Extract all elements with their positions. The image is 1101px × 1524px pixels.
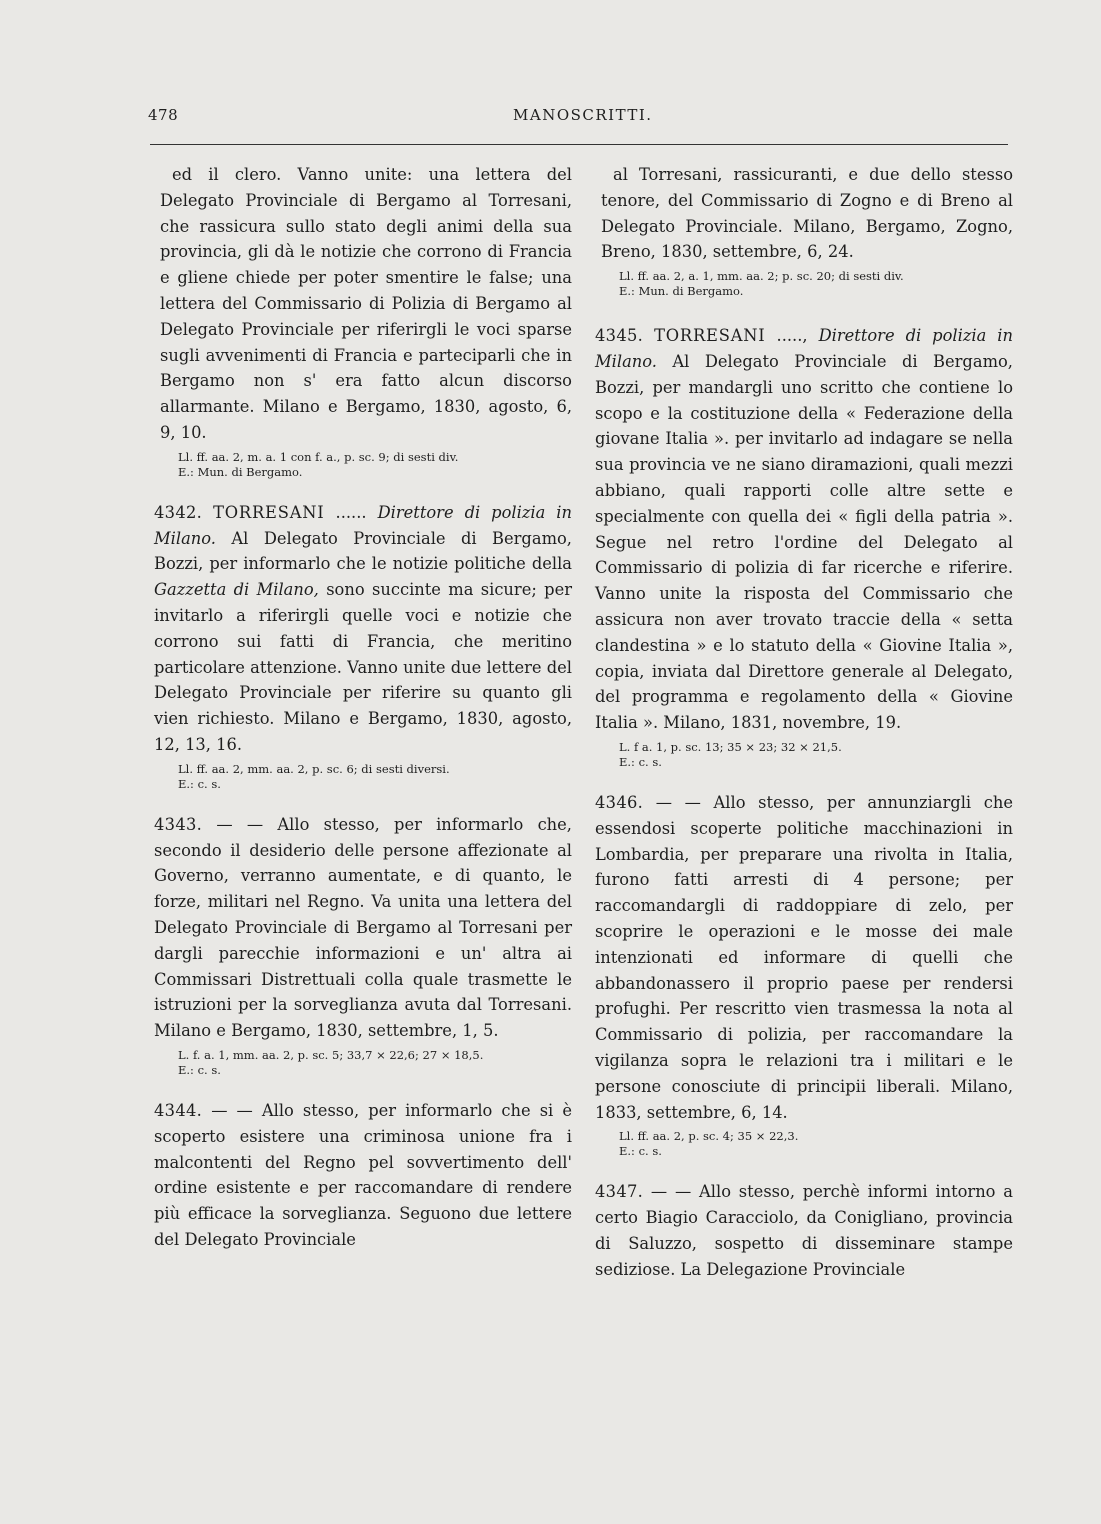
entry-text: Allo stesso, per informarlo che, secondo il desiderio delle persone affezionate al Governo, verranno aumentate, e di quanto, le forze, militari nel Regno. Va unita una lettera del Delegato Provinciale di Bergamo al Torresani per dargli parecchie informazioni e un' altra ai Commissari Distrettuali colla quale trasmette le istruzioni per la sorveglianza avuta dal Torresani. Milano e Bergamo, 1830, settembre, 1, 5. xyxy=(154,814,572,1041)
continued-entry xyxy=(601,162,1013,299)
left-column xyxy=(154,162,572,1253)
physical-description: Ll. ff. aa. 2, a. 1, mm. aa. 2; p. sc. 20; di sesti div. xyxy=(619,269,904,284)
entry-dash: — — xyxy=(216,814,264,834)
entry-author: TORRESANI xyxy=(213,502,325,522)
entry-number: 4343. xyxy=(154,814,203,834)
right-column xyxy=(595,162,1013,1282)
entry-author-title: Direttore di polizia in Milano. xyxy=(154,502,572,548)
entry-text: al Torresani, rassicuranti, e due dello stesso tenore, del Commissario di Zogno e di Breno al Delegato Provinciale. Milano, Bergamo, Zogno, Breno, 1830, settembre, 6, 24. xyxy=(601,165,1013,262)
page-number: 478 xyxy=(148,106,179,124)
provenance-note: E.: c. s. xyxy=(178,776,221,791)
entry-text: Allo stesso, perchè informi intorno a certo Biagio Caracciolo, da Conigliano, provincia di Saluzzo, sospetto di disseminare stampe sediziose. La Delegazione Provinciale xyxy=(595,1182,1013,1279)
entry-number: 4344. xyxy=(154,1100,203,1120)
provenance-note: E.: Mun. di Bergamo. xyxy=(619,284,744,299)
continued-entry xyxy=(160,162,572,480)
entry-text: ed il clero. Vanno unite: una lettera del Delegato Provinciale di Bergamo al Torresani, che rassicura sullo stato degli animi della sua provincia, gli dà le notizie che corrono di Francia e gliene chiede per poter smentire le false; una lettera del Commissario di Polizia di Bergamo al Delegato Provinciale per riferirgli le voci sparse sugli avvenimenti di Francia e parteciparli che in Bergamo non s' era fatto alcun discorso allarmante. Milano e Bergamo, 1830, agosto, 6, 9, 10. xyxy=(160,165,572,442)
entry-number: 4347. xyxy=(595,1182,644,1202)
header-rule xyxy=(150,144,1008,145)
entry-author: TORRESANI xyxy=(654,326,766,346)
physical-description: L. f. a. 1, mm. aa. 2, p. sc. 5; 33,7 × 22,6; 27 × 18,5. xyxy=(178,1047,484,1062)
provenance-note: E.: c. s. xyxy=(178,1062,221,1077)
entry-dash: — — xyxy=(650,1182,692,1202)
entry-dots: ...... xyxy=(335,502,367,522)
provenance-note: E.: c. s. xyxy=(619,754,662,769)
entry-number: 4345. xyxy=(595,326,644,346)
entry-4342 xyxy=(154,500,572,792)
physical-description: Ll. ff. aa. 2, p. sc. 4; 35 × 22,3. xyxy=(619,1129,799,1144)
entry-dots: ....., xyxy=(776,326,808,346)
physical-description: Ll. ff. aa. 2, m. a. 1 con f. a., p. sc. 9; di sesti div. xyxy=(178,449,459,464)
physical-description: L. f a. 1, p. sc. 13; 35 × 23; 32 × 21,5. xyxy=(619,739,842,754)
page-header xyxy=(148,106,1008,134)
entry-text: Al Delegato Provinciale di Bergamo, Bozzi, per informarlo che le notizie politiche della xyxy=(154,528,572,574)
entry-dash: — — xyxy=(655,792,701,812)
entry-author-title: Direttore di polizia in Milano. xyxy=(595,326,1013,371)
provenance-note: E.: Mun. di Bergamo. xyxy=(178,464,303,479)
physical-description: Ll. ff. aa. 2, mm. aa. 2, p. sc. 6; di sesti diversi. xyxy=(178,761,450,776)
entry-4344 xyxy=(154,1098,572,1253)
provenance-note: E.: c. s. xyxy=(619,1144,662,1159)
entry-number: 4342. xyxy=(154,502,203,522)
entry-4345 xyxy=(595,323,1013,770)
entry-4347 xyxy=(595,1179,1013,1282)
entry-text: Allo stesso, per annunziargli che essendosi scoperte politiche macchinazioni in Lombardia, per preparare una rivolta in Italia, furono fatti arresti di 4 persone; per raccomandargli di raddoppiare di zelo, per scoprire le operazioni e le mosse dei male intenzionati ed informare di quelli che abbandonassero il proprio paese per rendersi profughi. Per rescritto vien trasmessa la nota al Commissario di polizia, per raccomandare la vigilanza sopra le relazioni tra i militari e le persone conosciute di principii liberali. Milano, 1833, settembre, 6, 14. xyxy=(595,792,1013,1122)
entry-text: Al Delegato Provinciale di Bergamo, Bozzi, per mandargli uno scritto che contiene lo scopo e la costituzione della « Federazione della giovane Italia ». per invitarlo ad indagare se nella sua provincia ve ne siano diramazioni, quali mezzi abbiano, quali rapporti colle altre sette e specialmente con quella dei « figli della patria ». Segue nel retro l'ordine del Delegato al Commissario di polizia di far ricerche e riferire. Vanno unite la risposta del Commissario che assicura non aver trovato traccie della « setta clandestina » e lo statuto della « Giovine Italia », copia, inviata dal Direttore generale al Delegato, del programma e regolamento della « Giovine Italia ». Milano, 1831, novembre, 19. xyxy=(595,351,1013,733)
entry-number: 4346. xyxy=(595,792,644,812)
entry-4343 xyxy=(154,812,572,1078)
entry-text: Allo stesso, per informarlo che si è scoperto esistere una criminosa unione fra i malcontenti del Regno pel sovvertimento dell' ordine esistente e per raccomandare di rendere più efficace la sorveglianza. Seguono due lettere del Delegato Provinciale xyxy=(154,1100,572,1249)
entry-italic-text: Gazzetta di Milano, xyxy=(154,580,319,600)
entry-dash: — — xyxy=(211,1100,253,1120)
entry-4346 xyxy=(595,790,1013,1159)
entry-text-continued: sono succinte ma sicure; per invitarlo a riferirgli quelle voci e notizie che corrono sui fatti di Francia, che meritino particolare attenzione. Vanno unite due lettere del Delegato Provinciale per riferire su quanto gli vien richiesto. Milano e Bergamo, 1830, agosto, 12, 13, 16. xyxy=(154,580,572,754)
running-title: MANOSCRITTI. xyxy=(513,106,653,124)
